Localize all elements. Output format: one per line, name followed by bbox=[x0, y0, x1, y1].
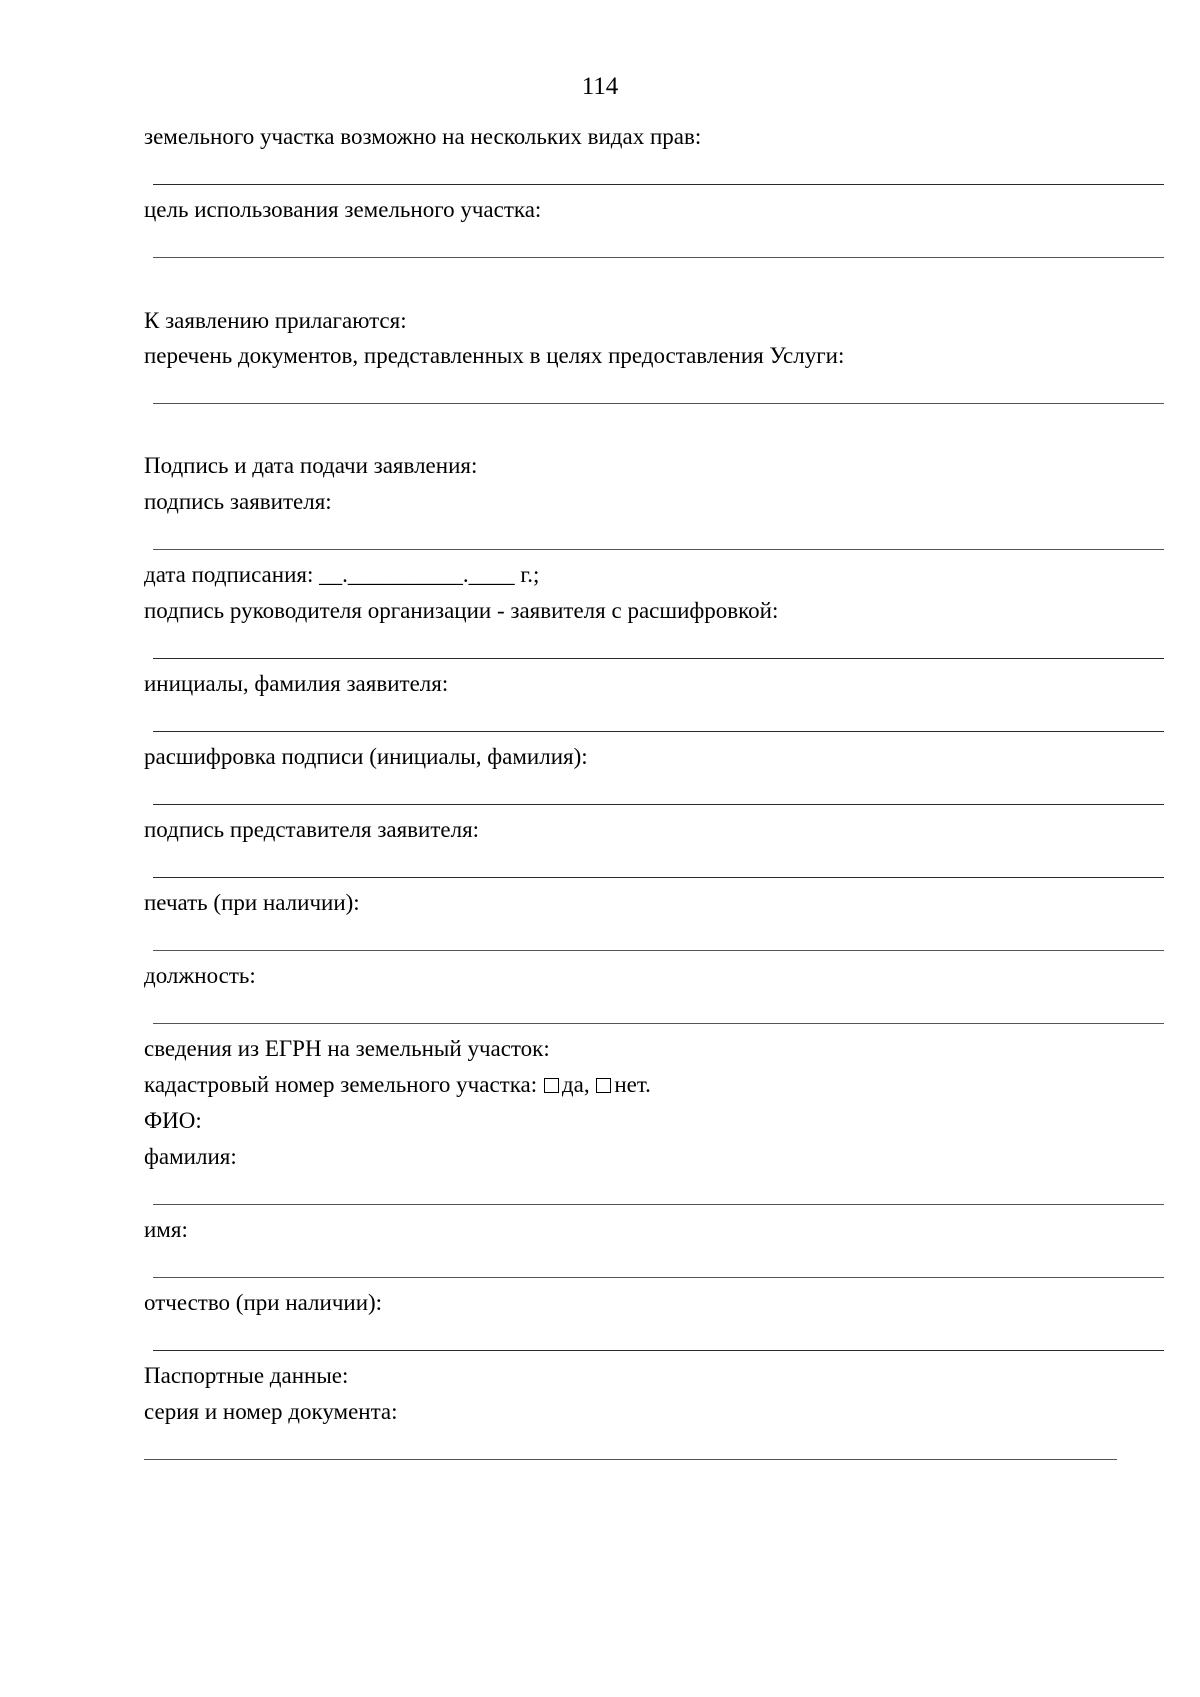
documents-list-label: перечень документов, представленных в целях предоставления Услуги: bbox=[144, 343, 845, 368]
signature-decoding-label: расшифровка подписи (инициалы, фамилия): bbox=[144, 744, 588, 769]
cadastral-yes-checkbox[interactable] bbox=[544, 1078, 559, 1093]
applicant-initials-line[interactable] bbox=[153, 731, 1164, 732]
signature-heading: Подпись и дата подачи заявления: bbox=[144, 453, 478, 478]
purpose-label: цель использования земельного участка: bbox=[144, 197, 542, 222]
head-signature-label: подпись руководителя организации - заявителя с расшифровкой: bbox=[144, 598, 779, 623]
egrn-info-label: сведения из ЕГРН на земельный участок: bbox=[144, 1036, 550, 1061]
signature-decoding-line[interactable] bbox=[153, 804, 1164, 805]
position-line[interactable] bbox=[153, 1023, 1164, 1024]
name-line[interactable] bbox=[153, 1277, 1164, 1278]
representative-signature-label: подпись представителя заявителя: bbox=[144, 817, 480, 842]
passport-heading: Паспортные данные: bbox=[144, 1363, 349, 1388]
cadastral-yes-label: да, bbox=[561, 1072, 590, 1097]
surname-label: фамилия: bbox=[144, 1144, 237, 1169]
surname-line[interactable] bbox=[153, 1204, 1164, 1205]
name-label: имя: bbox=[144, 1217, 188, 1242]
cadastral-number-row bbox=[144, 1071, 651, 1099]
representative-signature-line[interactable] bbox=[153, 877, 1164, 878]
fio-heading: ФИО: bbox=[144, 1108, 202, 1133]
cadastral-number-label: кадастровый номер земельного участка: bbox=[144, 1072, 538, 1097]
cadastral-no-checkbox[interactable] bbox=[596, 1078, 611, 1093]
signing-date-field[interactable]: дата подписания: __.__________.____ г.; bbox=[144, 562, 540, 587]
land-rights-line[interactable] bbox=[153, 184, 1164, 185]
document-series-line[interactable] bbox=[144, 1459, 1117, 1460]
land-rights-label: земельного участка возможно на нескольких видах прав: bbox=[144, 124, 702, 149]
documents-list-line[interactable] bbox=[153, 403, 1164, 404]
head-signature-line[interactable] bbox=[153, 658, 1164, 659]
stamp-label: печать (при наличии): bbox=[144, 890, 360, 915]
applicant-signature-label: подпись заявителя: bbox=[144, 489, 332, 514]
applicant-signature-line[interactable] bbox=[153, 549, 1164, 550]
stamp-line[interactable] bbox=[153, 950, 1164, 951]
position-label: должность: bbox=[144, 963, 256, 988]
document-series-label: серия и номер документа: bbox=[144, 1399, 398, 1424]
applicant-initials-label: инициалы, фамилия заявителя: bbox=[144, 671, 449, 696]
purpose-line[interactable] bbox=[153, 257, 1164, 258]
page-number: 114 bbox=[581, 73, 619, 100]
patronymic-label: отчество (при наличии): bbox=[144, 1290, 383, 1315]
patronymic-line[interactable] bbox=[153, 1350, 1164, 1351]
cadastral-no-label: нет. bbox=[614, 1072, 651, 1097]
attachments-heading: К заявлению прилагаются: bbox=[144, 308, 407, 333]
